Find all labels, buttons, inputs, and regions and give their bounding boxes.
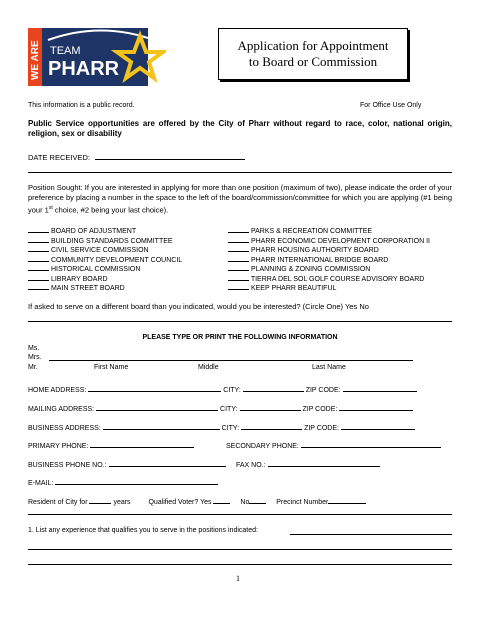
voter-no-label: No	[240, 499, 250, 506]
fax-label: FAX NO.:	[236, 462, 266, 469]
date-received-label: DATE RECEIVED:	[28, 153, 90, 162]
board-rank-field[interactable]	[28, 274, 49, 281]
business-zip-field[interactable]	[341, 421, 415, 430]
board-option[interactable]	[228, 264, 454, 274]
board-option[interactable]	[228, 283, 454, 293]
qualified-voter-label: Qualified Voter? Yes	[148, 499, 212, 506]
board-rank-field[interactable]	[28, 226, 49, 233]
first-name-label: First Name	[94, 364, 129, 371]
fax-row	[236, 458, 380, 470]
mailing-address-field[interactable]	[96, 402, 218, 411]
answer-line[interactable]	[28, 549, 452, 550]
salutation-ms[interactable]: Ms.	[28, 345, 40, 352]
voter-yes-field[interactable]	[213, 495, 230, 504]
fax-field[interactable]	[268, 458, 380, 467]
mailing-zip-label: ZIP CODE:	[302, 406, 338, 413]
board-label: CIVIL SERVICE COMMISSION	[50, 247, 149, 254]
please-print-heading: PLEASE TYPE OR PRINT THE FOLLOWING INFORMATION	[142, 334, 338, 341]
board-label: HISTORICAL COMMISSION	[50, 266, 141, 273]
board-rank-field[interactable]	[228, 236, 249, 243]
secondary-phone-label: SECONDARY PHONE:	[226, 443, 299, 450]
precinct-label: Precinct Number	[276, 499, 329, 506]
answer-line[interactable]	[290, 534, 452, 535]
form-title-line1: Application for Appointment	[237, 38, 389, 53]
nondiscrimination-statement: Public Service opportunities are offered by the City of Pharr without regard to race, color, national origin, religion, sex or disability	[28, 119, 452, 138]
secondary-phone-field[interactable]	[301, 439, 441, 448]
question-1: 1. List any experience that qualifies you to serve in the positions indicated:	[28, 527, 258, 534]
resident-row	[28, 495, 458, 507]
business-phone-label: BUSINESS PHONE NO.:	[28, 462, 107, 469]
team-pharr-logo	[28, 28, 166, 86]
primary-phone-label: PRIMARY PHONE:	[28, 443, 89, 450]
resident-label: Resident of City for	[28, 499, 88, 506]
email-row	[28, 476, 218, 488]
answer-line[interactable]	[28, 564, 452, 565]
board-rank-field[interactable]	[28, 245, 49, 252]
primary-phone-row	[28, 439, 194, 451]
team-pharr-logo-graphic	[28, 28, 166, 86]
home-address-label: HOME ADDRESS:	[28, 387, 87, 394]
mailing-address-label: MAILING ADDRESS:	[28, 406, 95, 413]
secondary-phone-row	[226, 439, 441, 451]
logo-side-text: WE ARE	[30, 40, 41, 80]
mailing-city-label: CITY:	[220, 406, 238, 413]
name-field[interactable]	[49, 360, 413, 361]
section-divider	[28, 321, 452, 322]
business-address-row	[28, 421, 458, 433]
home-city-label: CITY:	[223, 387, 241, 394]
board-rank-field[interactable]	[228, 274, 249, 281]
different-board-question: If asked to serve on a different board than you indicated, would you be interested? (Circle One) Yes No	[28, 302, 369, 311]
board-option[interactable]	[228, 226, 454, 236]
resident-years-label: years	[113, 499, 131, 506]
business-phone-field[interactable]	[109, 458, 226, 467]
board-rank-field[interactable]	[28, 283, 49, 290]
board-rank-field[interactable]	[28, 264, 49, 271]
form-title-box	[218, 28, 408, 80]
position-sought-sup: st	[48, 205, 53, 211]
section-divider	[28, 514, 452, 515]
office-use-note: For Office Use Only	[360, 102, 422, 109]
board-label: PLANNING & ZONING COMMISSION	[250, 266, 371, 273]
business-address-field[interactable]	[103, 421, 220, 430]
board-option[interactable]	[228, 236, 454, 246]
business-city-label: CITY:	[221, 425, 240, 432]
board-label: PARKS & RECREATION COMMITTEE	[250, 228, 373, 235]
board-label: PHARR ECONOMIC DEVELOPMENT CORPORATION II	[250, 237, 430, 245]
board-label: PHARR HOUSING AUTHORITY BOARD	[250, 247, 379, 254]
email-field[interactable]	[55, 476, 218, 485]
board-label: KEEP PHARR BEAUTIFUL	[250, 285, 337, 292]
home-zip-label: ZIP CODE:	[305, 387, 341, 394]
board-option[interactable]	[228, 255, 454, 265]
home-address-field[interactable]	[88, 383, 221, 392]
board-option[interactable]	[28, 274, 228, 284]
board-option[interactable]	[28, 255, 228, 265]
voter-no-field[interactable]	[249, 495, 266, 504]
email-label: E-MAIL:	[28, 480, 54, 487]
board-option[interactable]	[28, 226, 228, 236]
page-number: 1	[236, 574, 240, 583]
resident-years-field[interactable]	[89, 495, 111, 504]
board-label: BOARD OF ADJUSTMENT	[50, 228, 137, 235]
mailing-city-field[interactable]	[240, 402, 301, 411]
position-sought-text: Position Sought: If you are interested in applying for more than one position (maximum of two), please indicate the order of your preference by placing a number in the space to the left of the board/commission/committee for which you are applying (#1 being your 1	[28, 183, 452, 215]
position-sought-instructions	[28, 183, 452, 216]
primary-phone-field[interactable]	[90, 439, 194, 448]
position-sought-text-end: choice, #2 being your last choice).	[52, 205, 169, 215]
board-option[interactable]	[228, 274, 454, 284]
board-label: LIBRARY BOARD	[50, 275, 108, 283]
board-rank-field[interactable]	[228, 255, 249, 262]
board-rank-field[interactable]	[228, 264, 249, 271]
board-option[interactable]	[28, 264, 228, 274]
boards-right-column	[228, 226, 454, 293]
board-rank-field[interactable]	[28, 255, 49, 262]
home-city-field[interactable]	[243, 383, 304, 392]
form-title-line2: to Board or Commission	[248, 54, 378, 69]
board-label: TIERRA DEL SOL GOLF COURSE ADVISORY BOARD	[250, 275, 425, 283]
home-zip-field[interactable]	[343, 383, 417, 392]
board-option[interactable]	[228, 245, 454, 255]
logo-main-text: PHARR	[48, 58, 120, 80]
board-option[interactable]	[28, 245, 228, 255]
board-label: COMMUNITY DEVELOPMENT COUNCIL	[50, 256, 183, 264]
date-received-row	[28, 151, 245, 162]
board-option[interactable]	[28, 236, 228, 246]
business-zip-label: ZIP CODE:	[304, 425, 339, 432]
board-rank-field[interactable]	[28, 236, 49, 243]
business-phone-row	[28, 458, 226, 470]
public-record-note: This information is a public record.	[28, 102, 135, 109]
board-rank-field[interactable]	[228, 283, 249, 290]
last-name-label: Last Name	[312, 364, 346, 371]
boards-left-column	[28, 226, 228, 293]
business-city-field[interactable]	[241, 421, 302, 430]
board-label: MAIN STREET BOARD	[50, 285, 125, 292]
salutation-mrs[interactable]: Mrs.	[28, 354, 42, 361]
date-received-field[interactable]	[95, 151, 245, 160]
board-label: BUILDING STANDARDS COMMITTEE	[50, 237, 173, 245]
mailing-address-row	[28, 402, 458, 414]
mailing-zip-field[interactable]	[339, 402, 413, 411]
precinct-field[interactable]	[328, 495, 366, 504]
middle-name-label: Middle	[198, 364, 219, 371]
home-address-row	[28, 383, 458, 395]
logo-top-text: TEAM	[50, 45, 81, 57]
section-divider	[28, 172, 452, 173]
salutation-mr[interactable]: Mr.	[28, 364, 38, 371]
board-rank-field[interactable]	[228, 226, 249, 233]
board-option[interactable]	[28, 283, 228, 293]
board-rank-field[interactable]	[228, 245, 249, 252]
board-label: PHARR INTERNATIONAL BRIDGE BOARD	[250, 256, 389, 264]
business-address-label: BUSINESS ADDRESS:	[28, 425, 101, 432]
